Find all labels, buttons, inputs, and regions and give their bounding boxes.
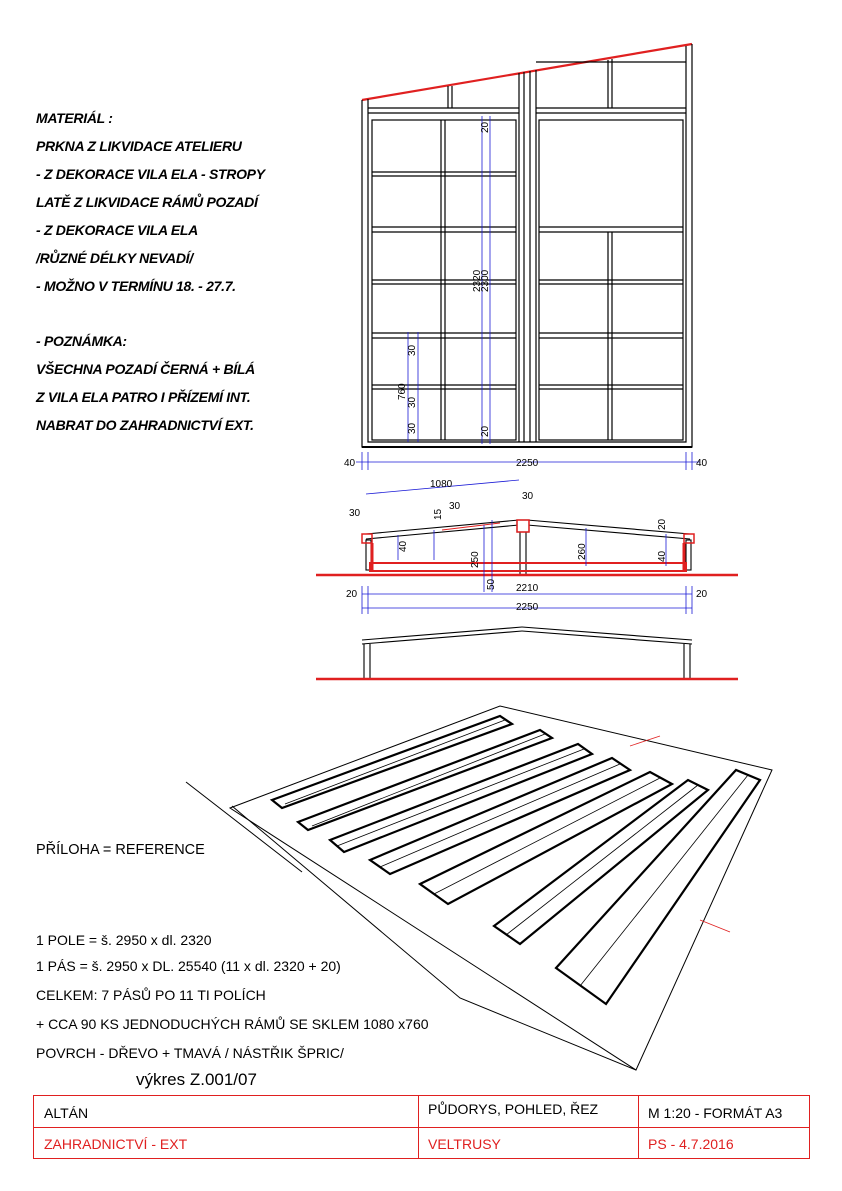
elevation-dim-labels [344,121,708,469]
strips-red-labels [630,736,730,932]
section-dim-labels [346,479,708,613]
dim-label: 30 [407,344,418,356]
dim-label: 40 [344,458,356,469]
dim-label: 2250 [516,602,539,613]
dim-label: 15 [433,508,444,520]
project-name: ALTÁN [44,1105,89,1121]
drawing-number: výkres Z.001/07 [136,1070,257,1089]
scale-format: M 1:20 - FORMÁT A3 [648,1105,783,1121]
remark-line: NABRAT DO ZAHRADNICTVÍ EXT. [36,417,254,433]
note-line: - MOŽNO V TERMÍNU 18. - 27.7. [36,278,236,294]
dim-label: 2250 [516,458,539,469]
note-line: /RŮZNÉ DÉLKY NEVADÍ/ [36,250,193,266]
dim-label: 40 [696,458,708,469]
dim-label: 260 [577,543,588,560]
dim-label: 40 [657,550,668,562]
spec-line: 1 PÁS = š. 2950 x DL. 25540 (11 x dl. 2320 + 20) [36,958,341,974]
dim-label: 40 [398,540,409,552]
dim-label: 250 [470,551,481,568]
remark-line: - POZNÁMKA: [36,333,127,349]
note-line: PRKNA Z LIKVIDACE ATELIERU [36,138,242,154]
remark-line: VŠECHNA POZADÍ ČERNÁ + BÍLÁ [36,361,255,377]
spec-line: POVRCH - DŘEVO + TMAVÁ / NÁSTŘIK ŠPRIC/ [36,1045,344,1061]
title-block [33,1095,810,1159]
spec-line: CELKEM: 7 PÁSŮ PO 11 TI POLÍCH [36,987,266,1003]
note-line: MATERIÁL : [36,110,113,126]
dim-label: 2320 [472,269,483,292]
dim-label: 20 [346,589,358,600]
dim-label: 30 [349,508,361,519]
dim-label: 50 [486,578,497,590]
location-name: VELTRUSY [428,1136,501,1152]
author-date: PS - 4.7.2016 [648,1136,734,1152]
specification [36,926,429,1068]
dim-label: 2300 [480,269,491,292]
elevation-dimensions [356,116,700,470]
dim-label: 20 [696,589,708,600]
dim-label: 30 [407,396,418,408]
dim-label: 30 [407,422,418,434]
dim-label: 760 [397,383,408,400]
front-view [316,627,738,679]
note-line: - Z DEKORACE VILA ELA - STROPY [36,166,265,182]
note-line: - Z DEKORACE VILA ELA [36,222,198,238]
remark-line: Z VILA ELA PATRO I PŘÍZEMÍ INT. [36,389,251,405]
dim-label: 1080 [430,479,453,490]
dim-label: 30 [522,491,534,502]
reference-label: PŘÍLOHA = REFERENCE [36,842,205,858]
place-name: ZAHRADNICTVÍ - EXT [44,1136,188,1152]
elevation-view [362,44,692,447]
dim-label: 20 [480,121,491,133]
drawing-content: PŮDORYS, POHLED, ŘEZ [428,1101,599,1117]
dim-label: 20 [657,518,668,530]
dim-label: 30 [449,501,461,512]
dim-label: 20 [480,425,491,437]
note-line: LATĚ Z LIKVIDACE RÁMŮ POZADÍ [36,194,258,210]
dim-label: 2210 [516,583,539,594]
spec-line: + CCA 90 KS JEDNODUCHÝCH RÁMŮ SE SKLEM 1080 x760 [36,1016,429,1032]
spec-line: 1 POLE = š. 2950 x dl. 2320 [36,932,212,948]
